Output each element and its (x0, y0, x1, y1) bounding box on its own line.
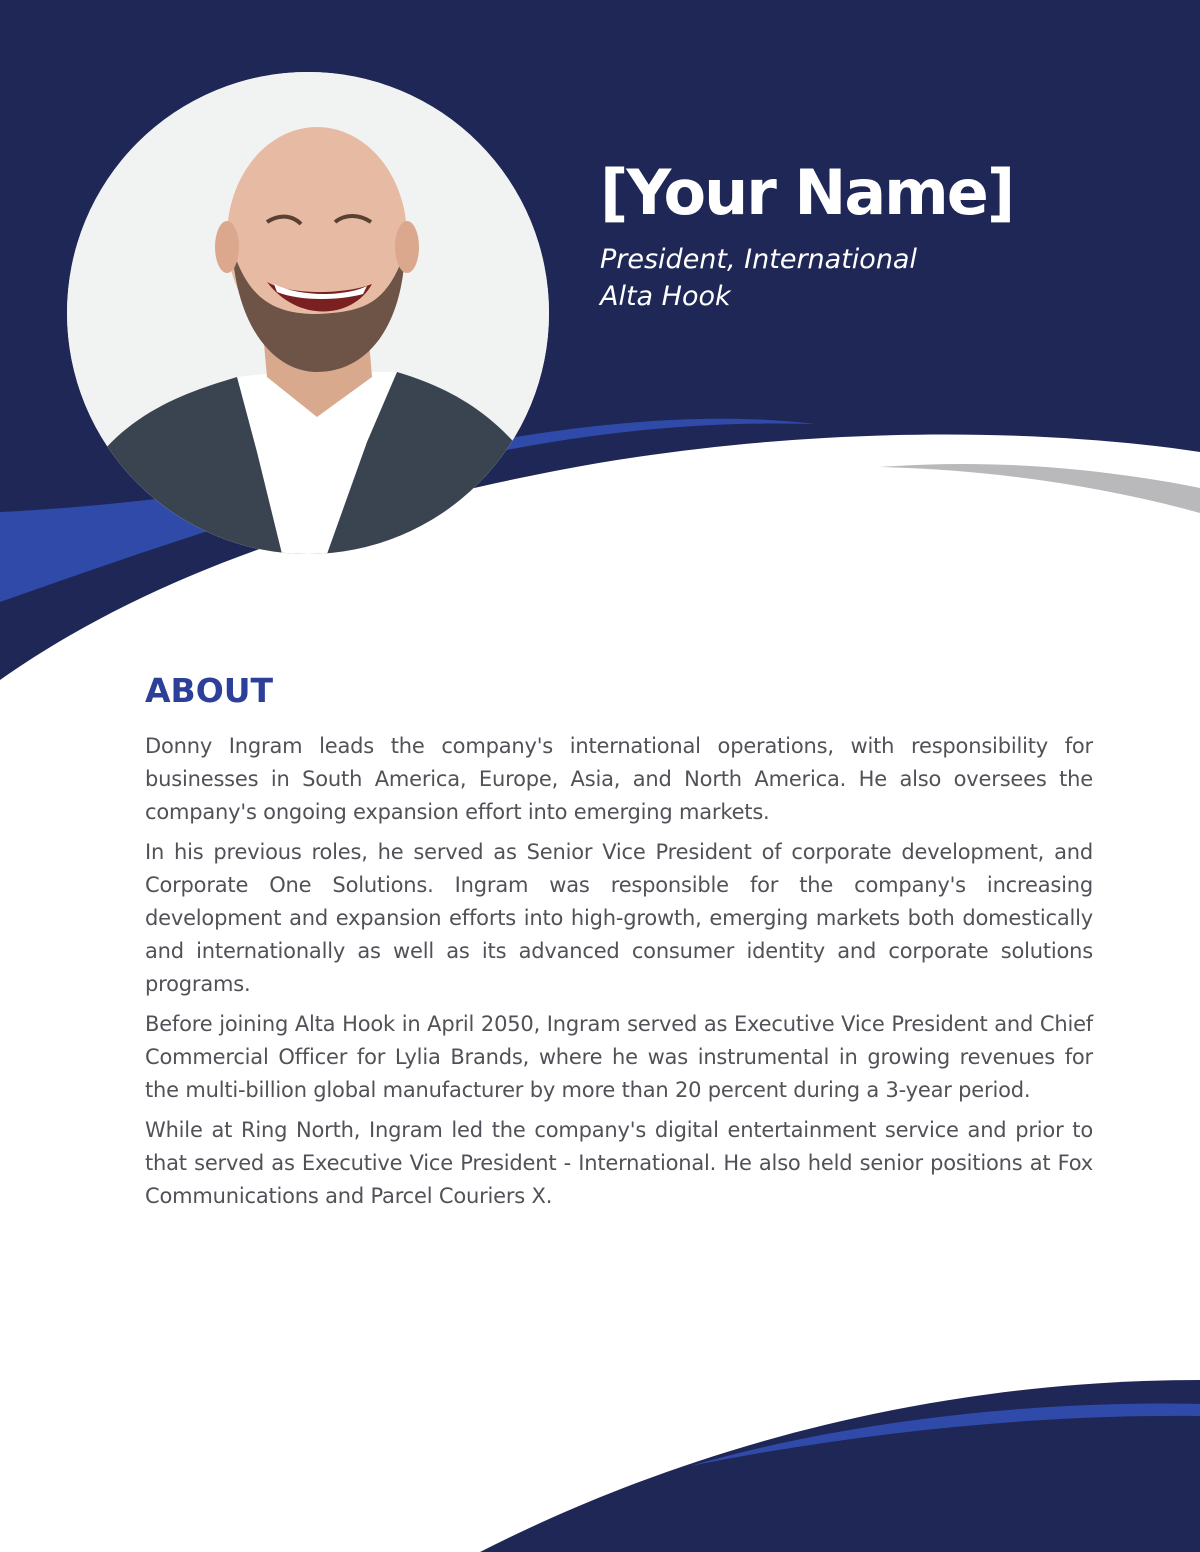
header-gray-swoosh (880, 464, 1200, 513)
about-paragraph-3: Before joining Alta Hook in April 2050, Ingram served as Executive Vice President and Chief Commercial Officer for Lylia Brands, where he was instrumental in growing revenues for the multi-billion global manufacturer by more than 20 percent during a 3-year period. (145, 1012, 1093, 1102)
about-paragraph-2: In his previous roles, he served as Senior Vice President of corporate development, and Corporate One Solutions. Ingram was responsible for the company's increasing development and expansion efforts into high-growth, emerging markets both domestically and internationally as well as its advanced consumer identity and corporate solutions programs. (145, 840, 1093, 996)
portrait-photo-icon (67, 72, 549, 554)
about-paragraph-4: While at Ring North, Ingram led the company's digital entertainment service and prior to that served as Executive Vice President - International. He also held senior positions at Fox Communications and Parcel Couriers X. (145, 1118, 1093, 1208)
about-section (145, 668, 1093, 1220)
role-line-2: Alta Hook (600, 281, 731, 312)
header-text (600, 145, 1160, 315)
name-title: [Your Name] (600, 156, 1014, 229)
portrait-photo (67, 72, 549, 554)
role-line-1: President, International (600, 244, 917, 275)
about-heading: ABOUT (145, 671, 274, 710)
about-paragraph-1: Donny Ingram leads the company's international operations, with responsibility for businesses in South America, Europe, Asia, and North America. He also oversees the company's ongoing expansion effort into emerging markets. (145, 734, 1093, 824)
